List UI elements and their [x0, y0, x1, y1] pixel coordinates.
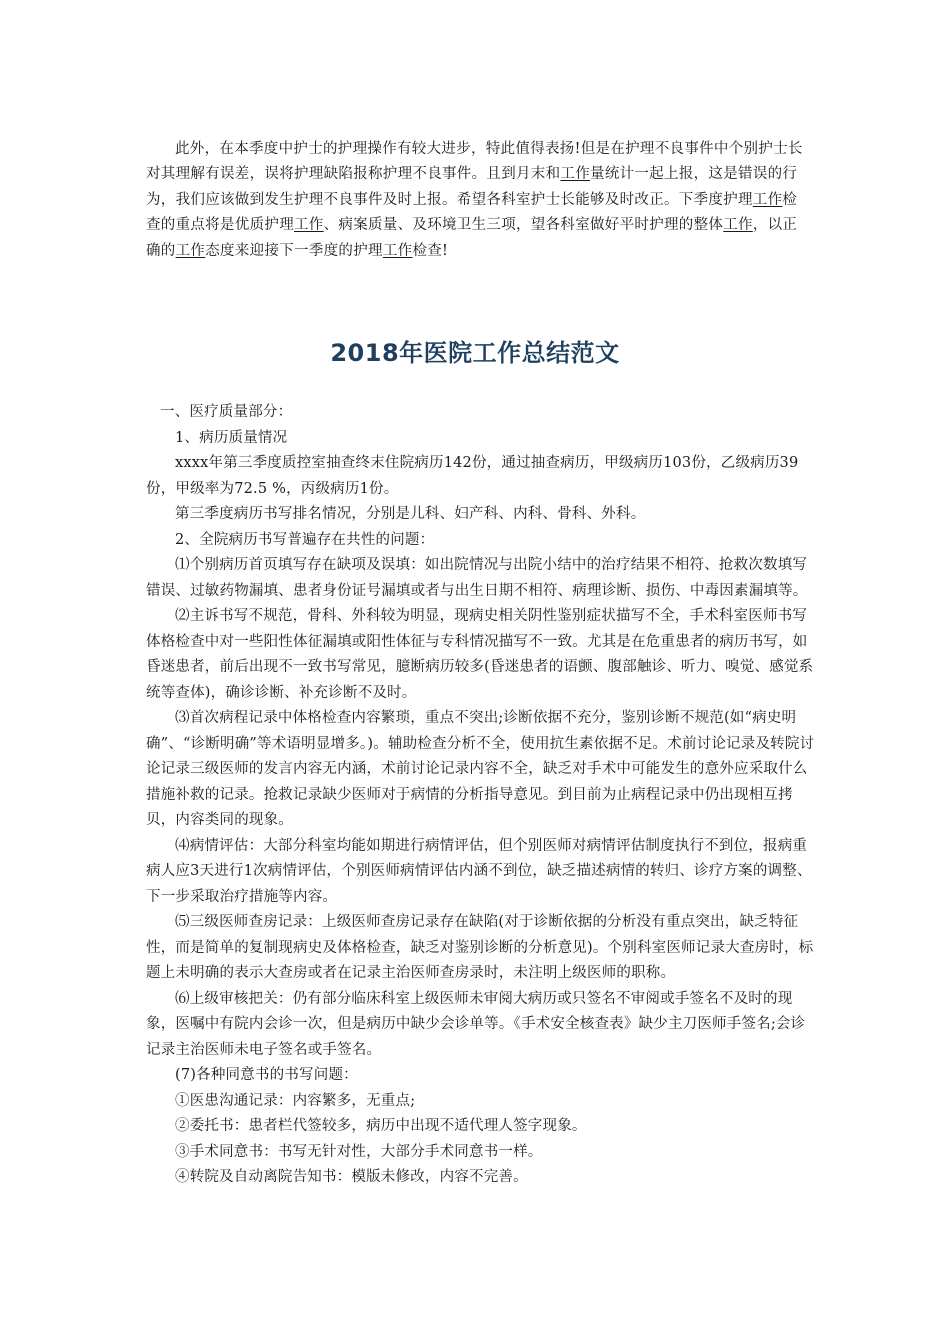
body-paragraph: ⑸三级医师查房记录：上级医师查房记录存在缺陷(对于诊断依据的分析没有重点突出，缺乏特征性，而是简单的复制现病史及体格检查，缺乏对鉴别诊断的分析意见)。个别科室医师记录大查房时，标题上未明确的表示大查房或者在记录主治医师查房录时，未注明上级医师的职称。: [146, 914, 814, 981]
body-paragraph: xxxx年第三季度质控室抽查终末住院病历142份，通过抽查病历，甲级病历103份，乙级病历39份，甲级率为72.5 %，丙级病历1份。: [146, 455, 799, 497]
intro-text: 检查的重点将是优质护理: [146, 191, 798, 233]
document-body: [146, 400, 818, 1191]
list-item: ④转院及自动离院告知书：模版未修改，内容不完善。: [175, 1169, 528, 1185]
body-paragraph: ⑵主诉书写不规范，骨科、外科较为明显，现病史相关阴性鉴别症状描写不全，手术科室医师书写体格检查中对一些阳性体征漏填或阳性体征与专科情况描写不一致。尤其是在危重患者的病历书写，如昏迷患者，前后出现不一致书写常见，臆断病历较多(昏迷患者的语颤、腹部触诊、听力、嗅觉、感觉系统等查体)，确诊诊断、补充诊断不及时。: [146, 608, 814, 701]
subsection-heading: 1、病历质量情况: [175, 429, 288, 446]
intro-link-word: 工作: [382, 242, 413, 259]
list-heading: (7)各种同意书的书写问题：: [175, 1067, 358, 1083]
intro-text: 量统计一起上报，这是错误的行为，我们应该做到发生护理不良事件及时上报。希望各科室护士长能够及时改正。下季度护理: [146, 166, 798, 208]
page-title: 2018年医院工作总结范文: [330, 339, 620, 367]
list-item: ①医患沟通记录：内容繁多，无重点;: [175, 1092, 416, 1109]
intro-link-word: 工作: [723, 217, 753, 233]
intro-text: ，以正确的: [146, 217, 798, 259]
list-item: ③手术同意书：书写无针对性，大部分手术同意书一样。: [175, 1143, 543, 1160]
subsection-heading: 2、全院病历书写普遍存在共性的问题：: [175, 531, 435, 548]
body-paragraph: ⑶首次病程记录中体格检查内容繁琐，重点不突出;诊断依据不充分，鉴别诊断不规范(如“病史明确”、“诊断明确”等术语明显增多。)。辅助检查分析不全，使用抗生素依据不足。术前讨论记录及转院讨论记录三级医师的发言内容无内涵，术前讨论记录内容不全，缺乏对手术中可能发生的意外应采取什么措施补救的记录。抢救记录缺少医师对于病情的分析指导意见。到目前为止病程记录中仍出现相互拷贝，内容类同的现象。: [146, 710, 815, 828]
intro-link-word: 工作: [175, 242, 206, 259]
intro-link-word: 工作: [294, 217, 324, 233]
list-item: ②委托书：患者栏代签较多，病历中出现不适代理人签字现象。: [175, 1118, 587, 1134]
intro-paragraph: [146, 137, 806, 265]
intro-text: 此外，在本季度中护士的护理操作有较大进步，特此值得表扬!但是在护理不良事件中个别护士长对其理解有误差，误将护理缺陷报称护理不良事件。且到月末和: [146, 140, 803, 182]
body-paragraph: ⑷病情评估：大部分科室均能如期进行病情评估，但个别医师对病情评估制度执行不到位，报病重病人应3天进行1次病情评估，个别医师病情评估内涵不到位，缺乏描述病情的转归、诊疗方案的调整、下一步采取治疗措施等内容。: [146, 837, 812, 905]
body-paragraph: ⑹上级审核把关：仍有部分临床科室上级医师未审阅大病历或只签名不审阅或手签名不及时的现象，医嘱中有院内会诊一次，但是病历中缺少会诊单等。《手术安全核查表》缺少主刀医师手签名;会诊记录主治医师未电子签名或手签名。: [146, 990, 806, 1058]
body-paragraph: 第三季度病历书写排名情况，分别是儿科、妇产科、内科、骨科、外科。: [175, 506, 646, 522]
intro-link-word: 工作: [752, 191, 783, 208]
intro-link-word: 工作: [560, 166, 591, 182]
section-heading: 一、医疗质量部分：: [160, 404, 293, 420]
intro-text: 检查!: [412, 242, 449, 259]
intro-text: 、病案质量、及环境卫生三项，望各科室做好平时护理的整体: [323, 217, 724, 233]
intro-text: 态度来迎接下一季度的护理: [205, 242, 383, 259]
body-paragraph: ⑴个别病历首页填写存在缺项及误填：如出院情况与出院小结中的治疗结果不相符、抢救次数填写错误、过敏药物漏填、患者身份证号漏填或者与出生日期不相符、病理诊断、损伤、中毒因素漏填等。: [146, 557, 808, 599]
